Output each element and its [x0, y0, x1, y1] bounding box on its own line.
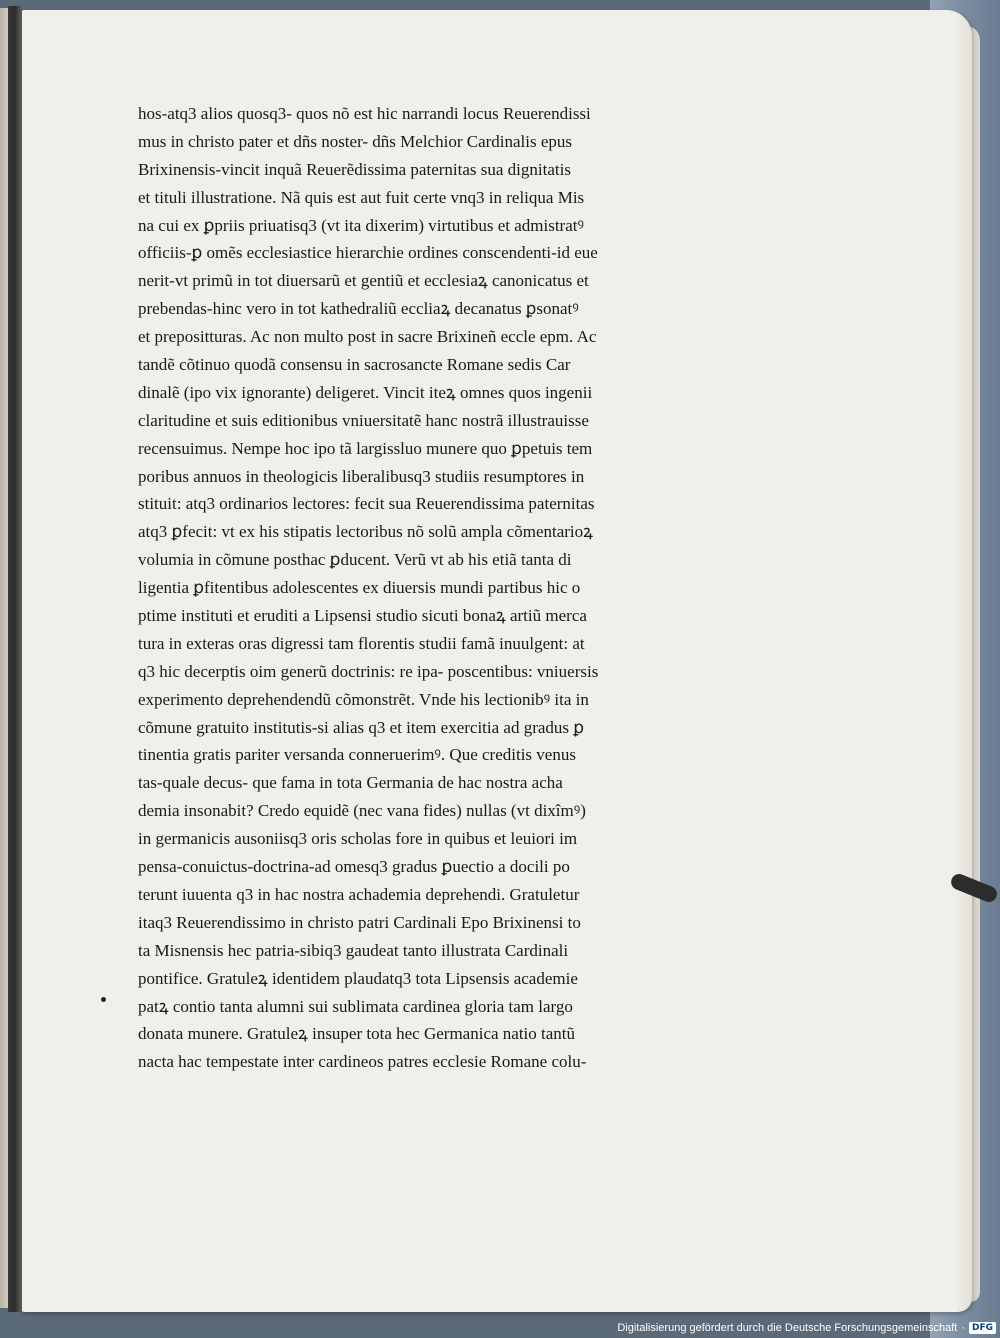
text-line: hos-atq3 alios quosq3- quos nõ est hic narrandi locus Reuerendissi [138, 104, 591, 123]
digitization-footer [617, 1320, 996, 1336]
text-line: ligentia ꝑfitentibus adolescentes ex diuersis mundi partibus hic o [138, 578, 581, 598]
margin-mark [101, 997, 106, 1002]
text-line: poribus annuos in theologicis liberalibusq3 studiis resumptores in [138, 466, 585, 486]
text-line: tandẽ cõtinuo quodã consensu in sacrosancte Romane sedis Car [138, 355, 571, 375]
text-line: cõmune gratuito institutis-si alias q3 et item exercitia ad gradus ꝑ [138, 717, 585, 737]
text-line: terunt iuuenta q3 in hac nostra achademia deprehendi. Gratuletur [138, 884, 580, 904]
text-line: pontifice. Gratuleꝝ identidem plaudatq3 tota Lipsensis academie [138, 968, 578, 988]
text-line: ptime instituti et eruditi a Lipsensi studio sicuti bonaꝝ artiũ merca [138, 606, 587, 626]
text-line: claritudine et suis editionibus vniuersitatẽ hanc nostrã illustrauisse [138, 410, 589, 430]
text-line: prebendas-hinc vero in tot kathedraliũ eccliaꝝ decanatus ꝑsonatꝰ [138, 299, 579, 319]
text-line: officiis-ꝑ omẽs ecclesiastice hierarchie ordines conscendenti-id eue [138, 243, 598, 263]
footer-separator: · [961, 1322, 965, 1334]
text-line: tinentia gratis pariter versanda conneruerimꝰ. Que creditis venus [138, 745, 576, 765]
text-line: donata munere. Gratuleꝝ insuper tota hec Germanica natio tantũ [138, 1024, 576, 1044]
text-line: patꝝ contio tanta alumni sui sublimata cardinea gloria tam largo [138, 996, 573, 1016]
text-line: recensuimus. Nempe hoc ipo tã largissluo munere quo ꝑpetuis tem [138, 438, 593, 458]
text-line: q3 hic decerptis oim generũ doctrinis: re ipa- poscentibus: vniuersis [138, 661, 599, 681]
text-line: dinalẽ (ipo vix ignorante) deligeret. Vincit iteꝝ omnes quos ingenii [138, 382, 593, 402]
text-line: itaq3 Reuerendissimo in christo patri Cardinali Epo Brixinensi to [138, 912, 581, 932]
text-line: in germanicis ausoniisq3 oris scholas fore in quibus et leuiori im [138, 829, 578, 849]
text-line: demia insonabit? Credo equidẽ (nec vana fides) nullas (vt dixîmꝰ) [138, 801, 586, 821]
text-line: stituit: atq3 ordinarios lectores: fecit sua Reuerendissima paternitas [138, 494, 595, 514]
text-line: na cui ex ꝑpriis priuatisq3 (vt ita dixerim) virtutibus et admistratꝰ [138, 215, 584, 235]
text-line: tura in exteras oras digressi tam florentis studii famã inuulgent: at [138, 633, 585, 653]
text-line: mus in christo pater et dñs noster- dñs Melchior Cardinalis epus [138, 131, 573, 151]
text-line: et tituli illustratione. Nã quis est aut fuit certe vnq3 in reliqua Mis [138, 187, 585, 207]
text-line: tas-quale decus- que fama in tota Germania de hac nostra acha [138, 773, 563, 793]
dfg-logo: DFG [969, 1322, 996, 1334]
text-line: nacta hac tempestate inter cardineos patres ecclesie Romane colu- [138, 1052, 587, 1072]
body-text [138, 100, 778, 1076]
text-line: ta Misnensis hec patria-sibiq3 gaudeat tanto illustrata Cardinali [138, 940, 569, 960]
text-line: pensa-conuictus-doctrina-ad omesq3 gradus ꝑuectio a docili po [138, 857, 570, 877]
text-line: et prepositturas. Ac non multo post in sacre Brixineñ eccle epm. Ac [138, 327, 597, 347]
text-line: Brixinensis-vincit inquã Reuerẽdissima paternitas sua dignitatis [138, 159, 571, 179]
text-line: volumia in cõmune posthac ꝑducent. Verũ vt ab his etiã tanta di [138, 550, 572, 570]
text-line: atq3 ꝑfecit: vt ex his stipatis lectoribus nõ solũ ampla cõmentarioꝝ [138, 522, 593, 542]
footer-credit: Digitalisierung gefördert durch die Deutsche Forschungsgemeinschaft [617, 1322, 958, 1334]
text-line: nerit-vt primũ in tot diuersarũ et gentiũ et ecclesiaꝝ canonicatus et [138, 271, 589, 291]
text-line: experimento deprehendendũ cõmonstrẽt. Vnde his lectionibꝰ ita in [138, 689, 589, 709]
